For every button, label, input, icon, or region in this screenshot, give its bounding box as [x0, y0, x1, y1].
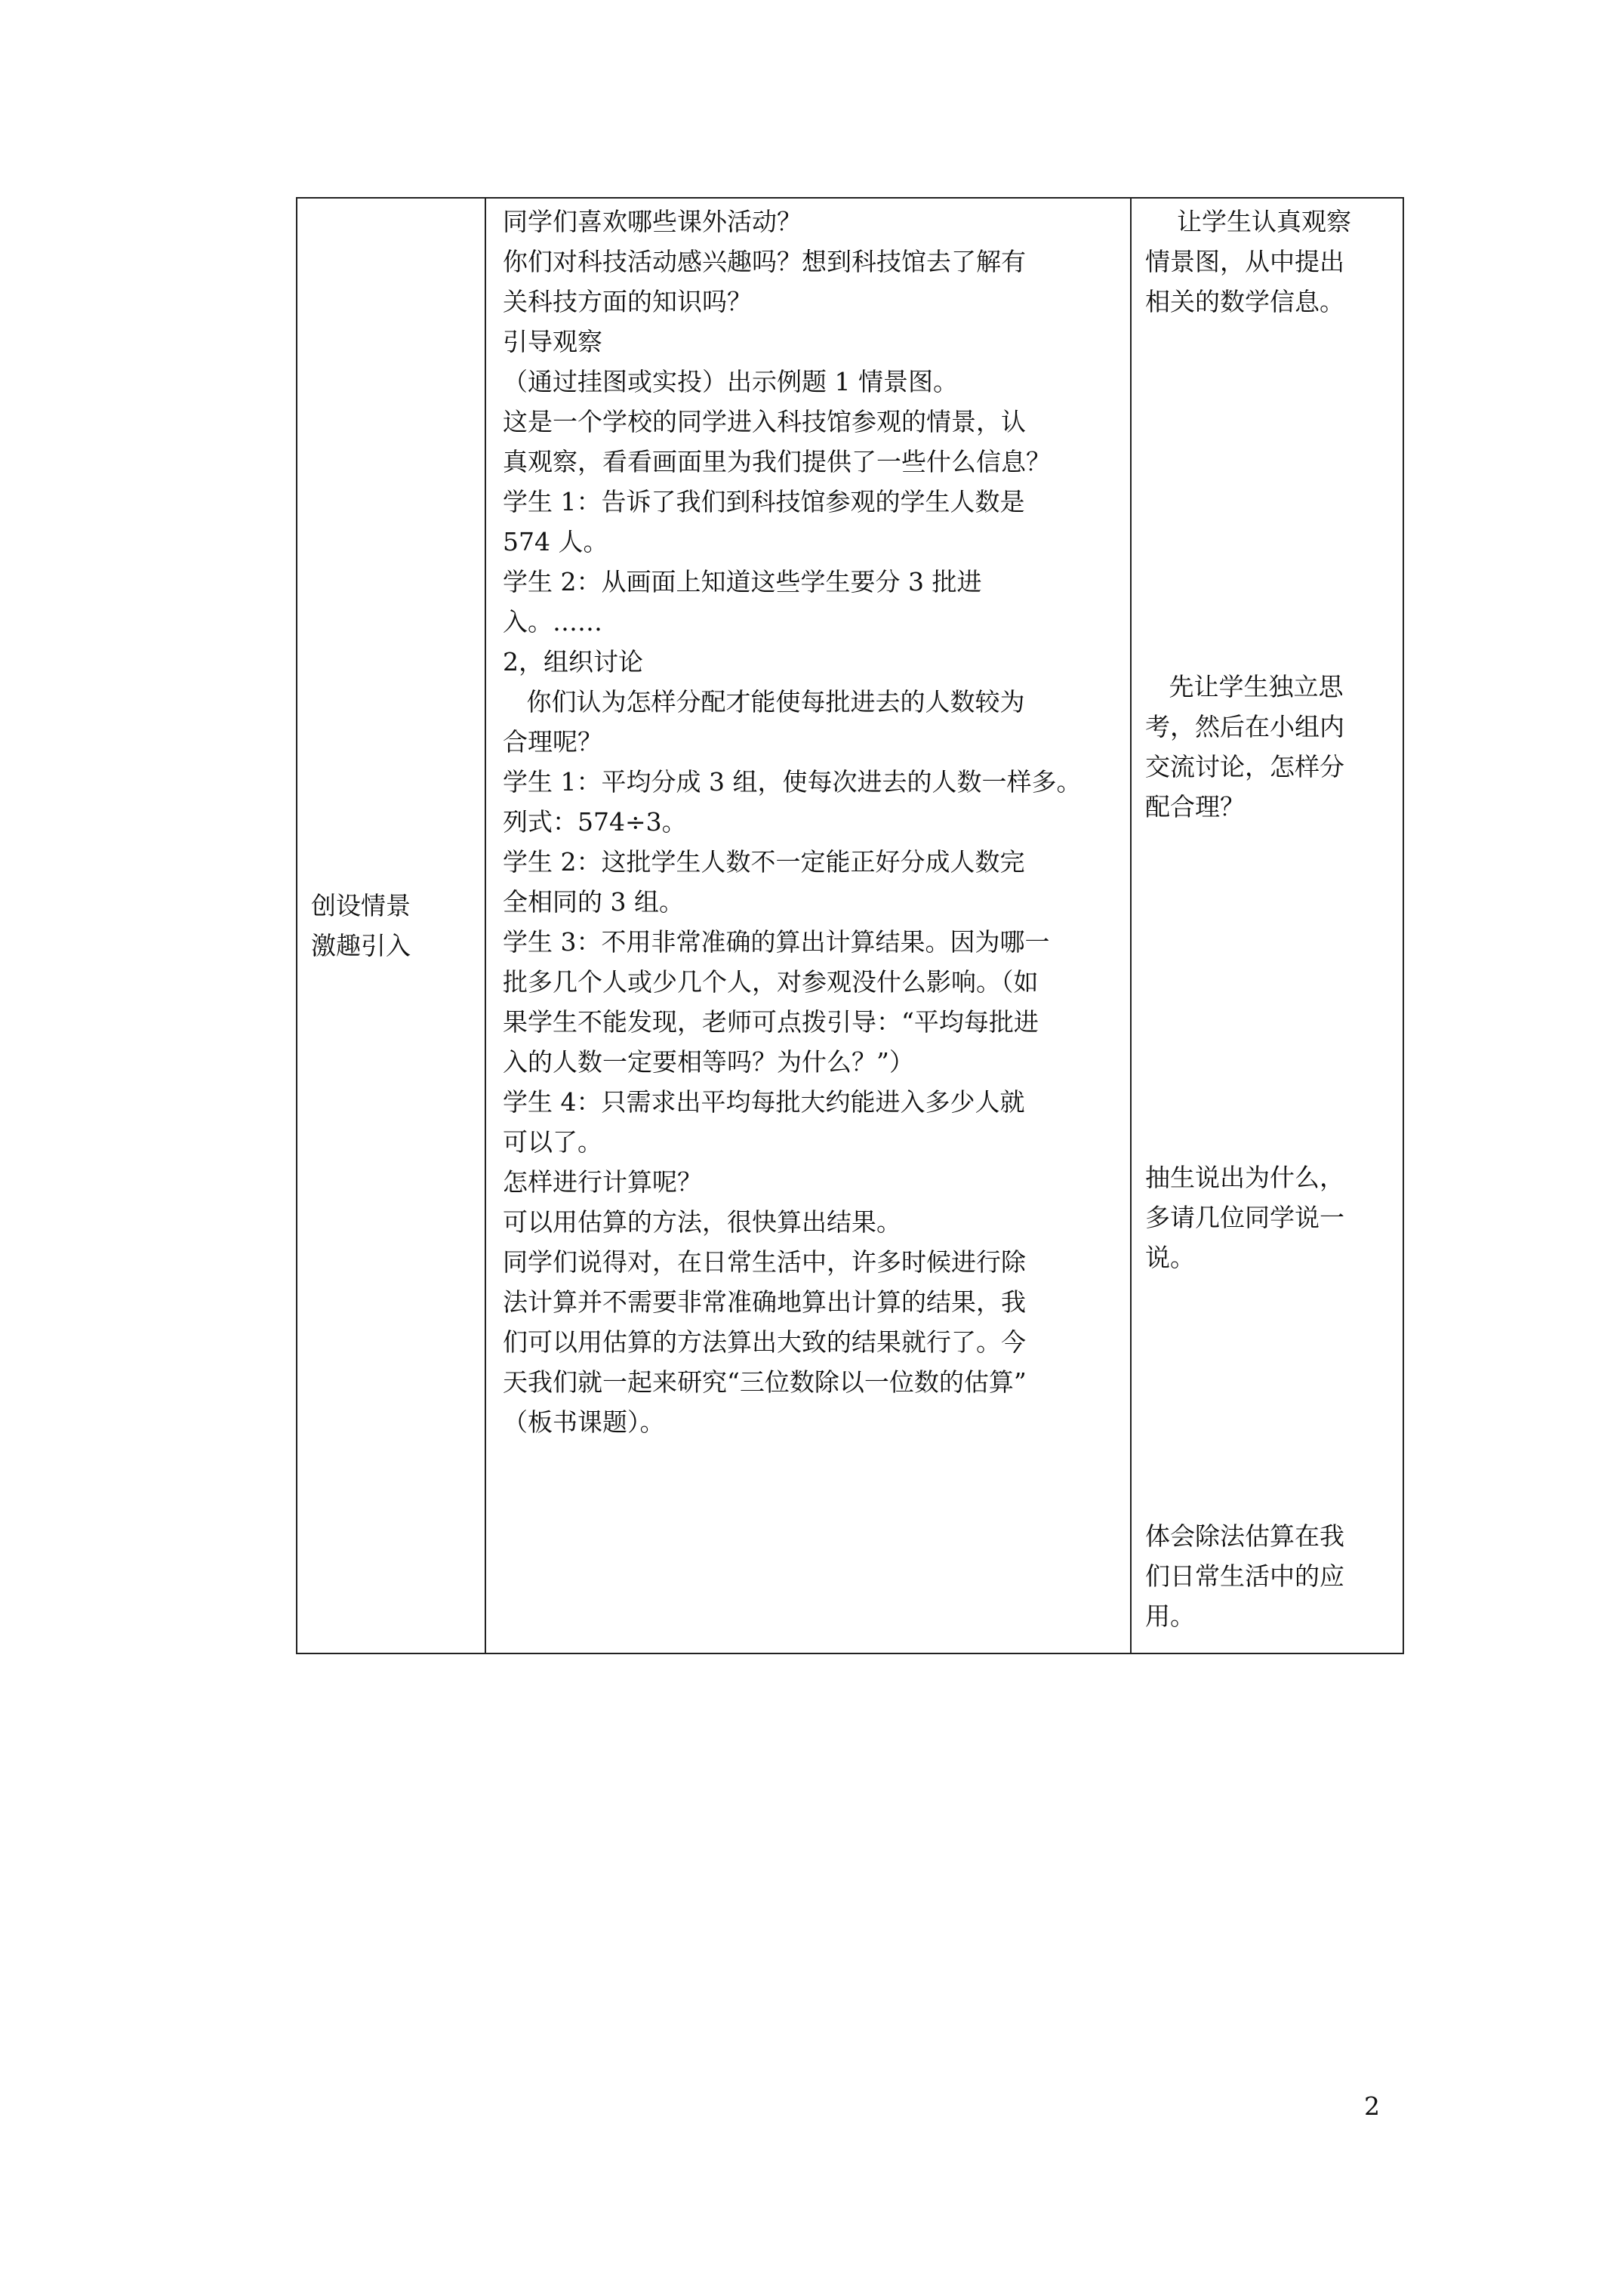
intent-note-line: 相关的数学信息。	[1145, 287, 1344, 316]
process-line: 学生 1：平均分成 3 组，使每次进去的人数一样多。	[503, 767, 1082, 797]
intent-note-line: 交流讨论，怎样分	[1145, 752, 1344, 781]
process-line: 你们对科技活动感兴趣吗？想到科技馆去了解有	[503, 247, 1026, 276]
process-line: 学生 3：不用非常准确的算出计算结果。因为哪一	[503, 927, 1050, 957]
process-line: 同学们说得对，在日常生活中，许多时候进行除	[503, 1247, 1026, 1277]
intent-note-line: 说。	[1145, 1243, 1195, 1272]
stage-cell	[297, 198, 485, 1653]
intent-note-line: 们日常生活中的应	[1145, 1561, 1344, 1591]
page-number: 2	[1364, 2091, 1380, 2121]
process-line: 你们认为怎样分配才能使每批进去的人数较为	[503, 687, 1025, 717]
process-line: 关科技方面的知识吗？	[503, 287, 752, 316]
teaching-process-cell	[485, 198, 1131, 1653]
process-line: 全相同的 3 组。	[503, 887, 684, 917]
process-line: 合理呢？	[503, 727, 602, 757]
intent-note-line: 配合理？	[1145, 792, 1245, 821]
design-intent-cell	[1131, 198, 1403, 1653]
process-line: 2，组织讨论	[503, 647, 643, 676]
stage-label-line-1: 创设情景	[311, 891, 411, 920]
process-line: 们可以用估算的方法算出大致的结果就行了。今	[503, 1327, 1026, 1357]
process-line: 入的人数一定要相等吗？为什么？”）	[503, 1047, 914, 1077]
intent-note-line: 用。	[1145, 1601, 1195, 1631]
intent-note-line: 体会除法估算在我	[1145, 1521, 1344, 1551]
lesson-plan-table	[296, 197, 1404, 1654]
intent-note-line: 多请几位同学说一	[1145, 1203, 1344, 1232]
process-line: 学生 1：告诉了我们到科技馆参观的学生人数是	[503, 487, 1025, 516]
process-line: 天我们就一起来研究“三位数除以一位数的估算”	[503, 1367, 1027, 1397]
table-row	[297, 198, 1403, 1653]
intent-note-apply	[1145, 1516, 1344, 1636]
process-line: 学生 4：只需求出平均每批大约能进入多少人就	[503, 1087, 1025, 1117]
process-line: 真观察，看看画面里为我们提供了一些什么信息？	[503, 447, 1051, 476]
process-line: 法计算并不需要非常准确地算出计算的结果，我	[503, 1287, 1026, 1317]
process-line: 批多几个人或少几个人，对参观没什么影响。（如	[503, 967, 1039, 997]
process-line: 列式：574÷3。	[503, 807, 687, 837]
process-line: 引导观察	[503, 327, 602, 356]
intent-note-line: 情景图，从中提出	[1145, 247, 1344, 276]
intent-note-line: 让学生认真观察	[1145, 207, 1351, 236]
intent-note-observe	[1145, 202, 1351, 322]
process-line: （通过挂图或实投）出示例题 1 情景图。	[503, 367, 958, 396]
process-line: 学生 2：从画面上知道这些学生要分 3 批进	[503, 567, 982, 596]
process-line: （板书课题）。	[503, 1407, 665, 1437]
process-line: 学生 2：这批学生人数不一定能正好分成人数完	[503, 847, 1025, 877]
process-line: 这是一个学校的同学进入科技馆参观的情景，认	[503, 407, 1026, 436]
process-line: 可以用估算的方法，很快算出结果。	[503, 1207, 901, 1237]
process-line: 入。……	[503, 607, 602, 636]
intent-note-discuss	[1145, 667, 1344, 827]
intent-note-explain	[1145, 1157, 1344, 1277]
process-line: 574 人。	[503, 527, 608, 556]
intent-note-line: 考，然后在小组内	[1145, 712, 1344, 741]
intent-note-line: 抽生说出为什么，	[1145, 1163, 1344, 1192]
process-line: 同学们喜欢哪些课外活动？	[503, 207, 802, 236]
process-line: 果学生不能发现，老师可点拨引导：“平均每批进	[503, 1007, 1039, 1037]
process-line: 怎样进行计算呢？	[503, 1167, 702, 1197]
stage-label-line-2: 激趣引入	[311, 931, 411, 960]
intent-note-line: 先让学生独立思	[1145, 672, 1344, 701]
process-line: 可以了。	[503, 1127, 602, 1157]
design-intent-notes	[1145, 202, 1392, 1653]
